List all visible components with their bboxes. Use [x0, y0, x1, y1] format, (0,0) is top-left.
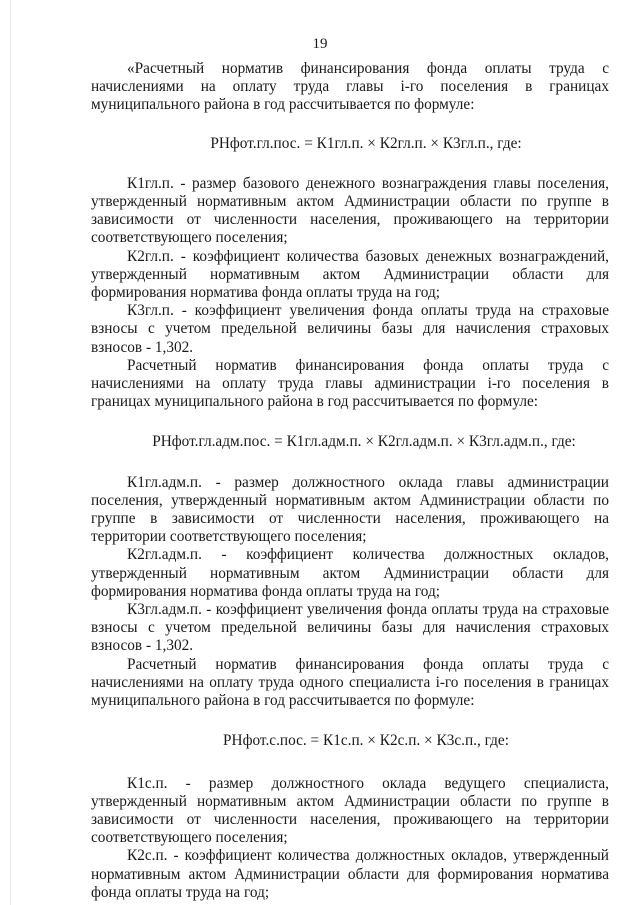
paragraph-k1-specialist: К1с.п. - размер должностного оклада ведущего специалиста, утвержденный нормативным актом Администрации области по группе в зависимости от численности населения, проживающего на территории соответствующего поселения; — [91, 774, 609, 847]
formula-head-of-administration: РНфот.гл.адм.пос. = К1гл.адм.п. × К2гл.адм.п. × К3гл.адм.п., где: — [152, 433, 576, 451]
paragraph-k2-admin: К2гл.адм.п. - коэффициент количества должностных окладов, утвержденный нормативным актом Администрации области для формирования норматива фонда оплаты труда на год; — [91, 546, 609, 600]
formula-head-of-settlement: РНфот.гл.пос. = К1гл.п. × К2гл.п. × К3гл.п., где: — [210, 134, 522, 152]
paragraph-k2-head: К2гл.п. - коэффициент количества базовых денежных вознаграждений, утвержденный нормативным актом Администрации области для формирования норматива фонда оплаты труда на год; — [91, 247, 609, 302]
paragraph-k1-admin: К1гл.адм.п. - размер должностного оклада главы администрации поселения, утвержденный нормативным актом Администрации области по группе в зависимости от численности населения, проживающего на территории соответствующего поселения; — [91, 473, 609, 546]
paragraph-formula-2-intro: Расчетный норматив финансирования фонда оплаты труда с начислениями на оплату труда главы администрации i-го поселения в границах муниципального района в год рассчитывается по формуле: — [91, 356, 609, 411]
paragraph-formula-3-intro: Расчетный норматив финансирования фонда оплаты труда с начислениями на оплату труда одного специалиста i-го поселения в границах муниципального района в год рассчитывается по формуле: — [91, 655, 609, 710]
document-body — [91, 60, 609, 902]
paragraph-k3-head: К3гл.п. - коэффициент увеличения фонда оплаты труда на страховые взносы с учетом предельной величины базы для начисления страховых взносов - 1,302. — [91, 302, 609, 356]
paragraph-k2-specialist: К2с.п. - коэффициент количества должностных окладов, утвержденный нормативным актом Администрации области для формирования норматива фонда оплаты труда на год; — [91, 847, 609, 901]
page-number: 19 — [312, 36, 328, 52]
paragraph-formula-1-intro: «Расчетный норматив финансирования фонда оплаты труда с начислениями на оплату труда главы i-го поселения в границах муниципального района в год рассчитывается по формуле: — [91, 60, 609, 114]
paragraph-k1-head: К1гл.п. - размер базового денежного вознаграждения главы поселения, утвержденный нормативным актом Администрации области по группе в зависимости от численности населения, проживающего на территории соответствующего поселения; — [91, 174, 609, 247]
paragraph-k3-admin: К3гл.адм.п. - коэффициент увеличения фонда оплаты труда на страховые взносы с учетом предельной величины базы для начисления страховых взносов - 1,302. — [91, 601, 609, 655]
formula-specialist: РНфот.с.пос. = К1с.п. × К2с.п. × К3с.п., где: — [223, 732, 509, 750]
scan-edge-line — [10, 0, 11, 905]
